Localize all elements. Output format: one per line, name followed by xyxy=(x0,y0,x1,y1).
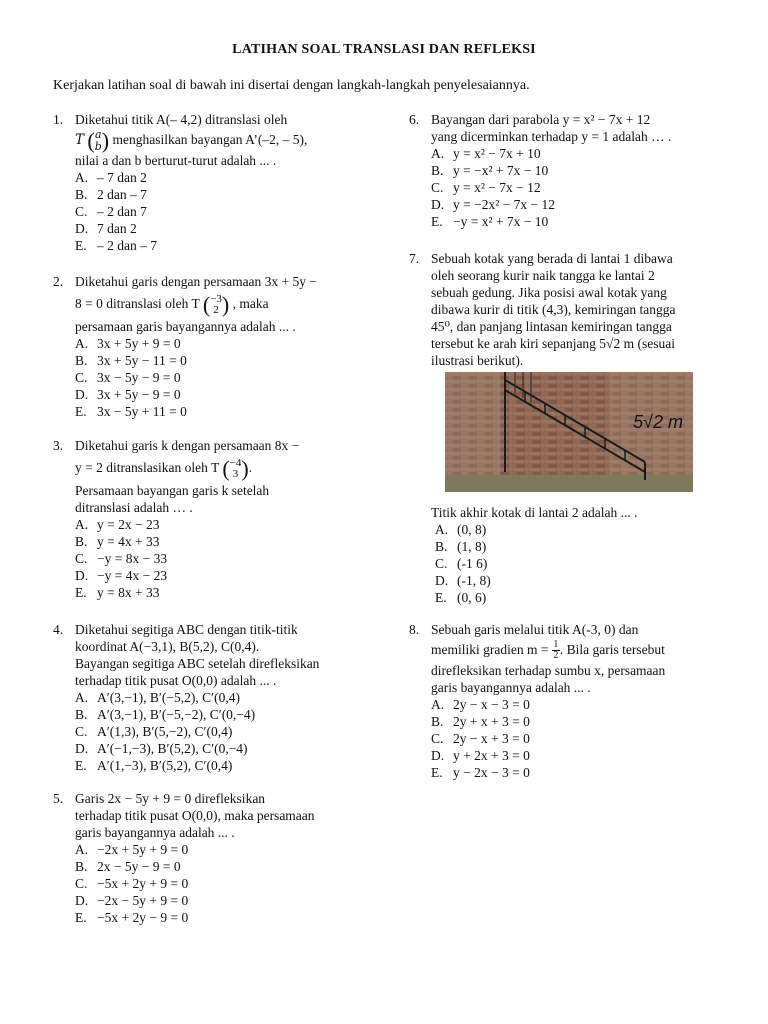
option-text: A′(1,−3), B′(5,2), C′(0,4) xyxy=(97,758,233,773)
option-text: y = −2x² − 7x − 12 xyxy=(453,197,556,212)
option-letter: A. xyxy=(75,170,89,185)
option-text: 2 dan – 7 xyxy=(97,187,147,202)
answer-option xyxy=(75,516,363,533)
question-text: ditranslasi adalah … . xyxy=(75,500,193,515)
option-text: 7 dan 2 xyxy=(97,221,137,236)
option-text: 3x + 5y + 9 = 0 xyxy=(97,336,181,351)
answer-option xyxy=(75,237,353,254)
page-title: LATIHAN SOAL TRANSLASI DAN REFLEKSI xyxy=(232,42,536,57)
answer-option xyxy=(75,352,363,369)
question-8 xyxy=(409,621,725,781)
answer-option xyxy=(431,764,725,781)
option-letter: C. xyxy=(431,180,444,195)
question-text: nilai a dan b berturut-turut adalah ... . xyxy=(75,153,277,168)
question-3 xyxy=(53,437,363,601)
option-text: y = x² − 7x − 12 xyxy=(453,180,541,195)
question-text: koordinat A(−3,1), B(5,2), C(0,4). xyxy=(75,639,260,654)
question-7-continued xyxy=(409,504,725,606)
answer-option xyxy=(75,550,363,567)
option-letter: B. xyxy=(75,353,88,368)
question-text: Diketahui segitiga ABC dengan titik-titik xyxy=(75,622,298,637)
option-text: y = 4x + 33 xyxy=(97,534,160,549)
answer-option xyxy=(431,713,725,730)
option-letter: A. xyxy=(75,842,89,857)
option-letter: B. xyxy=(75,859,88,874)
option-letter: A. xyxy=(75,690,89,705)
answer-option xyxy=(431,145,729,162)
question-text: sebuah gedung. Jika posisi awal kotak yang xyxy=(431,285,667,300)
answer-option xyxy=(75,567,363,584)
answer-option xyxy=(431,213,729,230)
translation-vector: a b xyxy=(94,127,102,153)
option-letter: E. xyxy=(75,404,87,419)
option-letter: B. xyxy=(75,534,88,549)
option-letter: B. xyxy=(75,187,88,202)
translation-symbol: T xyxy=(75,132,85,148)
option-letter: D. xyxy=(75,741,89,756)
question-number: 5. xyxy=(53,791,64,806)
question-text: yang dicerminkan terhadap y = 1 adalah … . xyxy=(431,129,672,144)
question-number: 4. xyxy=(53,622,64,637)
option-text: 2y − x − 3 = 0 xyxy=(453,697,530,712)
option-text: y = 8x + 33 xyxy=(97,585,160,600)
option-text: – 2 dan 7 xyxy=(97,204,147,219)
gradient-fraction: $\frac{1}{2}$ xyxy=(553,639,559,662)
option-letter: E. xyxy=(435,590,447,605)
question-text: persamaan garis bayangannya adalah ... . xyxy=(75,319,296,334)
question-text: 45⁰, dan panjang lintasan kemiringan tangga xyxy=(431,319,672,334)
answer-option xyxy=(75,909,363,926)
question-5 xyxy=(53,790,363,926)
option-text: −5x + 2y − 9 = 0 xyxy=(97,910,189,925)
option-text: (0, 8) xyxy=(457,522,487,537)
answer-option xyxy=(75,757,363,774)
answer-option xyxy=(75,335,363,352)
option-letter: C. xyxy=(435,556,448,571)
question-number: 3. xyxy=(53,438,64,453)
option-text: – 2 dan – 7 xyxy=(97,238,157,253)
question-text: 8 = 0 ditranslasi oleh T (−3 2 ) , maka xyxy=(75,291,269,317)
question-text: Sebuah garis melalui titik A(-3, 0) dan xyxy=(431,622,639,637)
option-letter: D. xyxy=(75,893,89,908)
question-text: Diketahui garis dengan persamaan 3x + 5y − xyxy=(75,274,318,289)
question-number: 2. xyxy=(53,274,64,289)
option-text: 3x − 5y − 9 = 0 xyxy=(97,370,181,385)
option-letter: D. xyxy=(75,221,89,236)
option-letter: E. xyxy=(75,910,87,925)
question-text: direfleksikan terhadap sumbu x, persamaan xyxy=(431,663,666,678)
option-text: 3x − 5y + 11 = 0 xyxy=(97,404,187,419)
answer-option xyxy=(75,858,363,875)
option-text: (0, 6) xyxy=(457,590,487,605)
option-text: −2x − 5y + 9 = 0 xyxy=(97,893,189,908)
option-letter: A. xyxy=(75,336,89,351)
photo-caption: 5√2 m xyxy=(633,412,683,432)
option-text: −5x + 2y + 9 = 0 xyxy=(97,876,189,891)
option-letter: A. xyxy=(431,697,445,712)
option-text: y = x² − 7x + 10 xyxy=(453,146,541,161)
question-text: memiliki gradien $m = \frac{1}{2}$. Bila garis tersebut xyxy=(431,639,665,662)
answer-option xyxy=(75,369,363,386)
question-number: 7. xyxy=(409,251,420,266)
option-text: A′(−1,−3), B′(5,2), C′(0,−4) xyxy=(97,741,248,756)
option-letter: C. xyxy=(75,370,88,385)
answer-options xyxy=(435,521,725,606)
answer-option xyxy=(75,875,363,892)
answer-option xyxy=(75,186,353,203)
option-letter: B. xyxy=(435,539,448,554)
question-text: Persamaan bayangan garis k setelah xyxy=(75,483,270,498)
option-letter: D. xyxy=(431,748,445,763)
question-7 xyxy=(409,250,725,369)
option-text: 3x + 5y − 9 = 0 xyxy=(97,387,181,402)
option-letter: B. xyxy=(431,714,444,729)
option-text: −y = x² + 7x − 10 xyxy=(453,214,549,229)
option-letter: C. xyxy=(75,551,88,566)
answer-options xyxy=(75,169,353,254)
question-text: garis bayangannya adalah ... . xyxy=(431,680,591,695)
intro-text: Kerjakan latihan soal di bawah ini disertai dengan langkah-langkah penyelesaiannya. xyxy=(53,78,530,93)
question-text: Sebuah kotak yang berada di lantai 1 dibawa xyxy=(431,251,673,266)
option-text: −y = 4x − 23 xyxy=(97,568,168,583)
option-text: y − 2x − 3 = 0 xyxy=(453,765,530,780)
option-letter: D. xyxy=(75,568,89,583)
option-letter: B. xyxy=(431,163,444,178)
answer-option xyxy=(435,521,725,538)
answer-options xyxy=(431,145,729,230)
option-text: 2x − 5y − 9 = 0 xyxy=(97,859,181,874)
option-text: – 7 dan 2 xyxy=(97,170,147,185)
option-letter: D. xyxy=(75,387,89,402)
question-text: Diketahui garis k dengan persamaan 8x − xyxy=(75,438,300,453)
answer-option xyxy=(431,162,729,179)
answer-option xyxy=(75,169,353,186)
answer-option xyxy=(431,196,729,213)
question-6 xyxy=(409,111,729,230)
option-text: −2x + 5y + 9 = 0 xyxy=(97,842,189,857)
answer-option xyxy=(431,696,725,713)
translation-vector: −3 2 xyxy=(210,292,222,316)
question-number: 1. xyxy=(53,112,64,127)
option-letter: C. xyxy=(75,724,88,739)
option-letter: C. xyxy=(75,204,88,219)
answer-option xyxy=(431,730,725,747)
question-text: tersebut ke arah kiri sepanjang 5√2 m (sesuai xyxy=(431,336,675,351)
staircase-photo xyxy=(445,372,693,492)
option-text: (-1, 8) xyxy=(457,573,491,588)
answer-options xyxy=(431,696,725,781)
question-text: y = 2 ditranslasikan oleh T (−4 3 ). xyxy=(75,455,253,481)
option-letter: A. xyxy=(435,522,449,537)
question-2 xyxy=(53,273,363,420)
answer-option xyxy=(75,841,363,858)
question-text: Garis 2x − 5y + 9 = 0 direfleksikan xyxy=(75,791,266,806)
answer-options xyxy=(75,516,363,601)
option-letter: E. xyxy=(75,238,87,253)
option-letter: C. xyxy=(75,876,88,891)
answer-option xyxy=(75,723,363,740)
answer-options xyxy=(75,335,363,420)
question-4 xyxy=(53,621,363,774)
answer-option xyxy=(75,584,363,601)
answer-option xyxy=(75,403,363,420)
answer-option xyxy=(435,572,725,589)
option-letter: E. xyxy=(75,758,87,773)
option-letter: E. xyxy=(75,585,87,600)
option-text: 2y + x + 3 = 0 xyxy=(453,714,530,729)
option-letter: E. xyxy=(431,765,443,780)
option-text: A′(1,3), B′(5,−2), C′(0,4) xyxy=(97,724,233,739)
option-text: 2y − x + 3 = 0 xyxy=(453,731,530,746)
translation-vector: −4 3 xyxy=(229,456,242,480)
option-letter: A. xyxy=(431,146,445,161)
answer-option xyxy=(75,203,353,220)
option-text: y = −x² + 7x − 10 xyxy=(453,163,549,178)
option-text: (1, 8) xyxy=(457,539,487,554)
option-letter: E. xyxy=(431,214,443,229)
answer-option xyxy=(435,589,725,606)
question-text: terhadap titik pusat O(0,0) adalah ... . xyxy=(75,673,277,688)
option-text: 3x + 5y − 11 = 0 xyxy=(97,353,187,368)
answer-option xyxy=(75,740,363,757)
question-text: oleh seorang kurir naik tangga ke lantai 2 xyxy=(431,268,655,283)
option-letter: A. xyxy=(75,517,89,532)
option-text: y + 2x + 3 = 0 xyxy=(453,748,530,763)
question-text: dibawa kurir di titik (4,3), kemiringan tangga xyxy=(431,302,676,317)
question-text: Bayangan segitiga ABC setelah direfleksikan xyxy=(75,656,320,671)
option-letter: D. xyxy=(431,197,445,212)
answer-option xyxy=(435,555,725,572)
option-letter: B. xyxy=(75,707,88,722)
question-text: Titik akhir kotak di lantai 2 adalah ... . xyxy=(431,505,638,520)
answer-options xyxy=(75,689,363,774)
option-text: A′(3,−1), B′(−5,−2), C′(0,−4) xyxy=(97,707,256,722)
answer-option xyxy=(435,538,725,555)
answer-option xyxy=(75,689,363,706)
question-text: ilustrasi berikut). xyxy=(431,353,524,368)
answer-option xyxy=(75,892,363,909)
answer-option xyxy=(75,533,363,550)
answer-options xyxy=(75,841,363,926)
question-text: Diketahui titik A(– 4,2) ditranslasi oleh xyxy=(75,112,288,127)
question-number: 8. xyxy=(409,622,420,637)
answer-option xyxy=(75,220,353,237)
answer-option xyxy=(431,747,725,764)
option-text: y = 2x − 23 xyxy=(97,517,160,532)
answer-option xyxy=(75,386,363,403)
option-text: −y = 8x − 33 xyxy=(97,551,168,566)
question-text: garis bayangannya adalah ... . xyxy=(75,825,235,840)
option-text: (-1 6) xyxy=(457,556,488,571)
question-text: Bayangan dari parabola y = x² − 7x + 12 xyxy=(431,112,651,127)
question-text: terhadap titik pusat O(0,0), maka persamaan xyxy=(75,808,315,823)
answer-option xyxy=(75,706,363,723)
question-number: 6. xyxy=(409,112,420,127)
option-text: A′(3,−1), B′(−5,2), C′(0,4) xyxy=(97,690,240,705)
answer-option xyxy=(431,179,729,196)
question-1 xyxy=(53,111,353,254)
option-letter: C. xyxy=(431,731,444,746)
option-letter: D. xyxy=(435,573,449,588)
question-text: T (a b) menghasilkan bayangan A’(–2, – 5), xyxy=(75,127,308,153)
